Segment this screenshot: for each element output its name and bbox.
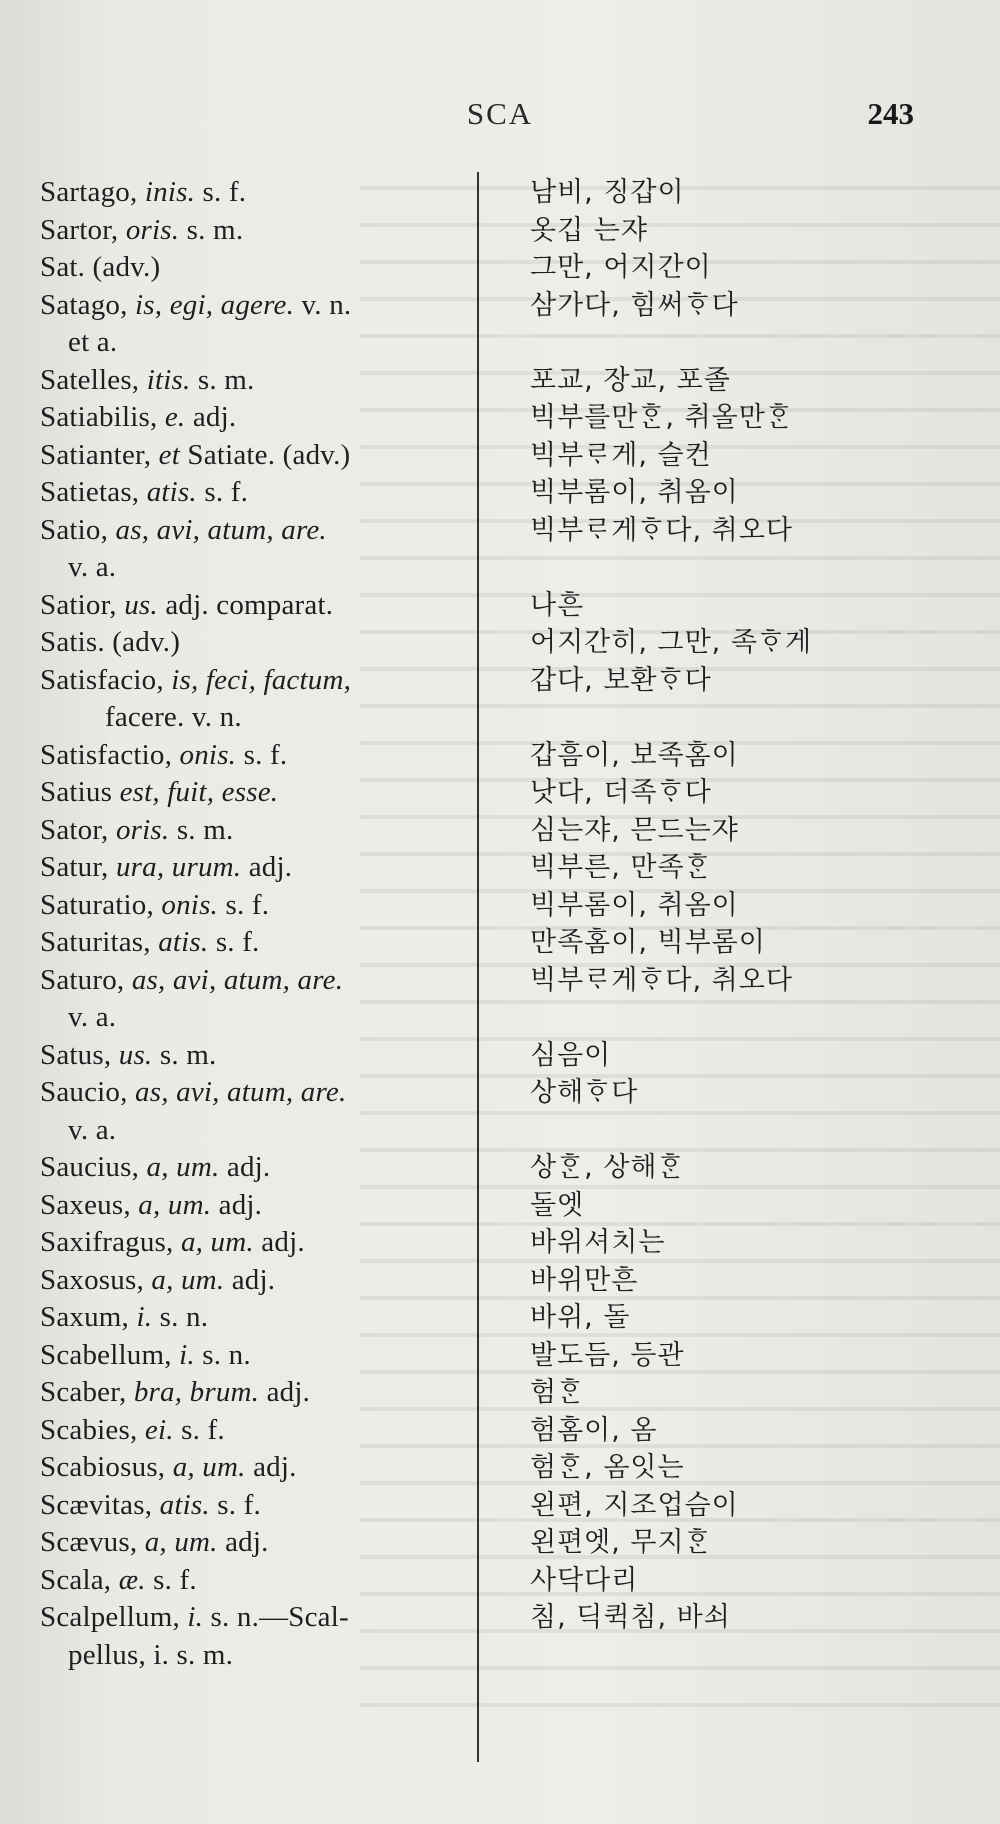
inflection-forms: i. [179,1338,195,1371]
latin-column [40,1299,480,1337]
korean-translation: 험ᄒᆞᆫ [530,1377,585,1408]
dictionary-entry [40,1074,940,1149]
dictionary-entry [40,1262,940,1300]
inflection-forms: onis. [179,738,237,771]
korean-translation: 빅부ᄅᆞ게ᄒᆞ다, 취오다 [530,514,793,546]
korean-translation: 바위만흔 [530,1264,639,1296]
grammar-label: s. f. [202,176,247,208]
korean-translation: 빅부ᄅᆞ게ᄒᆞ다, 취오다 [530,964,793,996]
dictionary-entry [40,624,940,662]
grammar-label: s. f. [243,738,288,771]
headword: Sartago, [40,176,138,208]
headword: Scala, [40,1563,112,1596]
dictionary-entry [40,924,940,962]
korean-translation: 빅부를만ᄒᆞᆫ, 취올만ᄒᆞᆫ [530,402,793,433]
headword: Satago, [40,288,128,321]
korean-translation: 남비, 징갑이 [530,177,685,208]
korean-translation: 험홈이, 옴 [530,1414,658,1446]
headword: Satus, [40,1038,112,1071]
dictionary-entry [40,287,940,362]
headword: Saxum, [40,1301,130,1333]
inflection-forms: itis. [146,363,191,396]
headword: Saturo, [40,963,125,996]
headword: Scabiosus, [40,1451,166,1483]
korean-translation: 침, 딕퀵침, 바쇠 [530,1602,731,1633]
grammar-label: s. m. [197,363,255,396]
latin-column [40,1224,480,1262]
continuation-line: et a. [68,326,118,358]
dictionary-entry [40,1487,940,1525]
inflection-forms: atis. [158,926,209,958]
page-number: 243 [867,96,914,131]
latin-column [40,399,480,437]
grammar-label: s. f. [204,476,249,508]
dictionary-entry [40,1599,940,1674]
running-head: SCA [466,96,534,131]
inflection-forms: a, um. [146,1151,220,1183]
korean-translation: 어지간히, 그만, 족ᄒᆞ게 [530,627,813,658]
latin-column [40,1599,480,1674]
headword: Sat. (adv.) [40,251,161,283]
korean-translation: 그만, 어지간이 [530,252,712,283]
continuation-line: v. a. [68,1113,117,1146]
inflection-forms: onis. [161,888,218,921]
dictionary-entry [40,1149,940,1187]
headword: Satisfactio, [40,738,173,771]
headword: Satior, [40,588,117,621]
headword: Saxeus, [40,1188,131,1221]
grammar-label: s. n.—Scal- [210,1601,349,1633]
inflection-forms: inis. [144,176,196,208]
inflection-forms: a, um. [180,1226,254,1258]
inflection-forms: oris. [125,213,180,246]
korean-translation: 바위, 돌 [530,1302,631,1333]
korean-translation: 포교, 장교, 포졸 [530,364,731,396]
latin-column [40,1262,480,1300]
headword: Satelles, [40,363,140,396]
inflection-forms: a, um. [151,1263,225,1296]
continuation-line: pellus, i. s. m. [68,1638,234,1671]
latin-column [40,287,480,362]
inflection-forms: a, um. [138,1188,212,1221]
korean-translation: 갑흠이, 보족홈이 [530,739,739,771]
inflection-forms: ei. [144,1413,174,1446]
headword: Saucio, [40,1076,128,1108]
korean-translation: 빅부롬이, 취옴이 [530,477,739,508]
headword: Satietas, [40,476,140,508]
korean-translation: 삼가다, 힘써ᄒᆞ다 [530,289,739,321]
inflection-forms: atis. [146,476,197,508]
korean-translation: 바위셔치는 [530,1227,666,1258]
headword: Saxifragus, [40,1226,174,1258]
dictionary-entry [40,1187,940,1225]
dictionary-entry [40,662,940,737]
latin-column [40,587,480,625]
headword: Satis. (adv.) [40,626,181,658]
latin-column [40,249,480,287]
headword: Scaber, [40,1376,127,1408]
inflection-forms: bra, brum. [133,1376,260,1408]
korean-translation: 빅부ᄅᆞ게, 슬컨 [530,439,712,471]
grammar-label: s. f. [217,1488,261,1521]
headword: Satur, [40,851,109,883]
headword: Scævus, [40,1526,138,1558]
latin-column [40,1487,480,1525]
inflection-forms: us. [118,1038,153,1071]
headword: Scabellum, [40,1338,172,1371]
inflection-forms: is, egi, agere. [135,288,295,321]
headword: Saturitas, [40,926,151,958]
headword: Satiabilis, [40,401,158,433]
grammar-label: adj. [218,1188,263,1221]
korean-translation: 갑다, 보환ᄒᆞ다 [530,664,712,696]
dictionary-entry [40,1524,940,1562]
inflection-forms: as, avi, atum, are. [135,1076,347,1108]
latin-column [40,362,480,400]
latin-column [40,1449,480,1487]
grammar-label: adj. [231,1263,276,1296]
korean-translation: 옷깁 는쟈 [530,214,648,246]
grammar-label: s. f. [153,1563,197,1596]
inflection-forms: i. [187,1601,204,1633]
latin-column [40,962,480,1037]
latin-column [40,1187,480,1225]
latin-column [40,1374,480,1412]
korean-translation: 발도듬, 등관 [530,1339,685,1371]
korean-translation: 상해ᄒᆞ다 [530,1077,639,1108]
latin-column [40,212,480,250]
dictionary-entry [40,1412,940,1450]
dictionary-entry [40,737,940,775]
latin-column [40,737,480,775]
inflection-forms: i. [136,1301,153,1333]
latin-column [40,1412,480,1450]
headword: Sator, [40,813,109,846]
inflection-forms: us. [124,588,158,621]
dictionary-entry [40,812,940,850]
dictionary-entry [40,362,940,400]
headword: Sartor, [40,213,119,246]
dictionary-entry [40,1562,940,1600]
dictionary-entry [40,1374,940,1412]
grammar-label: s. f. [225,888,270,921]
dictionary-entry [40,1337,940,1375]
latin-column [40,174,480,212]
latin-column [40,624,480,662]
grammar-label: s. f. [215,926,260,958]
dictionary-entry [40,512,940,587]
grammar-label: Satiate. (adv.) [187,438,351,471]
grammar-label: s. n. [202,1338,251,1371]
inflection-forms: et [158,438,180,471]
grammar-label: s. m. [186,213,244,246]
continuation-line: v. a. [68,1001,117,1033]
latin-column [40,1524,480,1562]
latin-column [40,1037,480,1075]
latin-column [40,474,480,512]
latin-column [40,662,480,737]
headword: Saucius, [40,1151,140,1183]
korean-translation: 빅부롬이, 취옴이 [530,889,739,921]
grammar-label: v. n. [301,288,352,321]
dictionary-entry [40,887,940,925]
dictionary-entry [40,1037,940,1075]
latin-column [40,924,480,962]
inflection-forms: as, avi, atum, are. [131,963,344,996]
latin-column [40,1562,480,1600]
korean-translation: 왼편, 지조업슴이 [530,1489,739,1521]
inflection-forms: est, fuit, esse. [119,776,279,808]
korean-translation: 낫다, 더족ᄒᆞ다 [530,777,712,808]
inflection-forms: is, feci, factum, [171,663,352,696]
headword: Saturatio, [40,888,154,921]
headword: Satisfacio, [40,663,164,696]
dictionary-entry [40,249,940,287]
grammar-label: adj. [225,1526,269,1558]
korean-translation: 돌엣 [530,1189,585,1221]
dictionary-entry [40,474,940,512]
headword: Scævitas, [40,1488,153,1521]
headword: Satianter, [40,438,159,471]
grammar-label: adj. [266,1376,311,1408]
grammar-label: s. n. [159,1301,209,1333]
korean-translation: 만족홈이, 빅부롬이 [530,927,766,958]
inflection-forms: e. [164,401,186,433]
headword: Satius [40,776,113,808]
dictionary-entry [40,849,940,887]
continuation-line: v. a. [68,551,117,583]
latin-column [40,812,480,850]
dictionary-entry [40,962,940,1037]
grammar-label: adj. [253,1451,297,1483]
grammar-label: adj. [226,1151,271,1183]
dictionary-entry [40,1299,940,1337]
latin-column [40,512,480,587]
korean-translation: 빅부른, 만족ᄒᆞᆫ [530,852,712,883]
grammar-label: s. m. [159,1038,217,1071]
headword: Scabies, [40,1413,138,1446]
dictionary-entry [40,437,940,475]
latin-column [40,1074,480,1149]
grammar-label: s. f. [181,1413,225,1446]
inflection-forms: a, um. [172,1451,246,1483]
inflection-forms: oris. [115,813,170,846]
headword: Scalpellum, [40,1601,180,1633]
dictionary-entry [40,212,940,250]
latin-column [40,887,480,925]
entry-list [40,174,940,1674]
headword: Saxosus, [40,1263,144,1296]
grammar-label: s. m. [176,813,234,846]
latin-column [40,849,480,887]
korean-translation: 왼편엣, 무지ᄒᆞᆫ [530,1527,712,1558]
latin-column [40,1149,480,1187]
dictionary-entry [40,174,940,212]
latin-column [40,1337,480,1375]
inflection-forms: æ. [118,1563,146,1596]
grammar-label: adj. [248,851,293,883]
grammar-label: adj. [192,401,237,433]
korean-translation: 상ᄒᆞᆫ, 상해ᄒᆞᆫ [530,1152,685,1183]
korean-translation: 나흔 [530,589,585,621]
grammar-label: adj. comparat. [165,588,334,621]
grammar-label: adj. [261,1226,305,1258]
inflection-forms: ura, urum. [115,851,242,883]
korean-translation: 심음이 [530,1039,612,1071]
dictionary-entry [40,1224,940,1262]
korean-translation: 심는쟈, 믄드는쟈 [530,814,739,846]
dictionary-entry [40,1449,940,1487]
inflection-forms: a, um. [144,1526,218,1558]
inflection-forms: as, avi, atum, are. [115,513,327,546]
korean-translation: 험ᄒᆞᆫ, 옴잇는 [530,1452,685,1483]
inflection-forms: atis. [159,1488,210,1521]
headword: Satio, [40,513,109,546]
latin-column [40,437,480,475]
dictionary-entry [40,399,940,437]
latin-column [40,774,480,812]
dictionary-entry [40,774,940,812]
dictionary-entry [40,587,940,625]
korean-translation: 사닥다리 [530,1564,639,1596]
continuation-line: facere. v. n. [105,701,242,733]
